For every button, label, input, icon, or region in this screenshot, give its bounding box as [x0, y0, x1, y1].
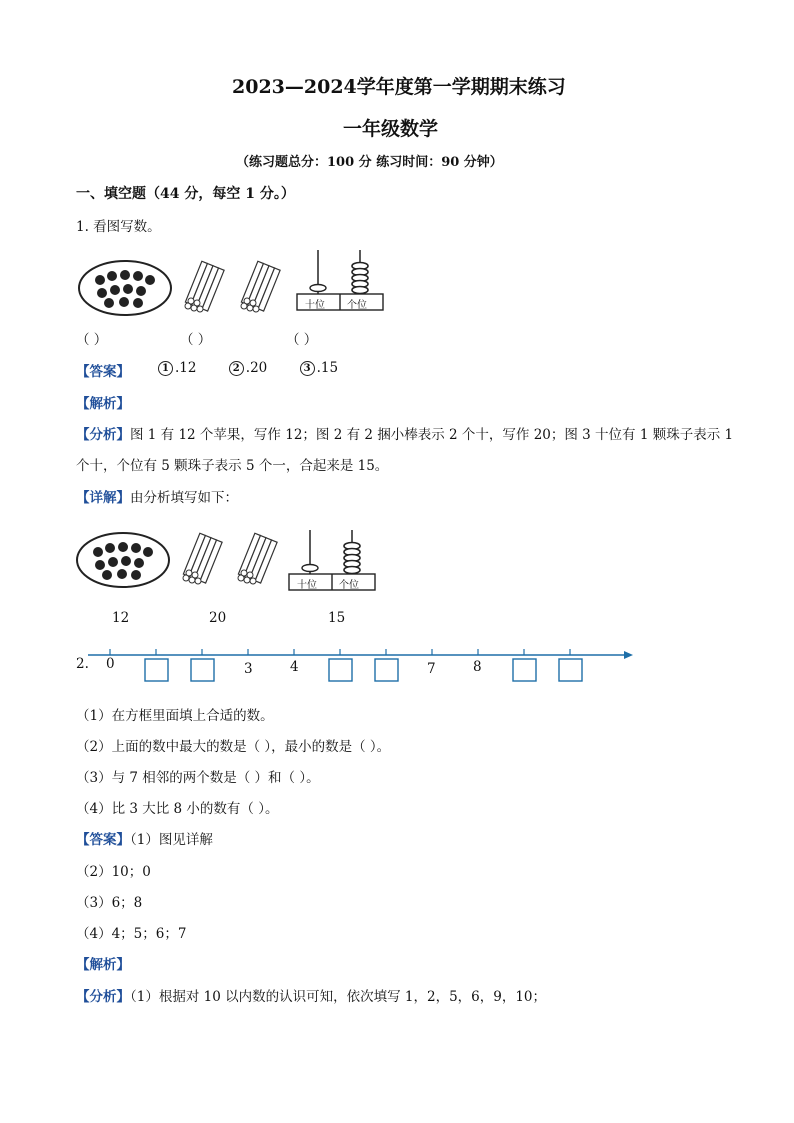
- q2-sub3: （3）与 7 相邻的两个数是（ ）和（ ）。: [76, 770, 320, 786]
- abacus-tens-label: 十位: [305, 300, 325, 311]
- analysis-label: 【解析】: [76, 957, 130, 973]
- q2-sub4: （4）比 3 大比 8 小的数有（ ）。: [76, 801, 279, 817]
- number-line-label: 7: [427, 661, 436, 677]
- q2-ans4: （4）4；5；6；7: [76, 926, 187, 942]
- q1-prompt: 1. 看图写数。: [76, 219, 161, 235]
- number-line-label: 4: [290, 659, 299, 675]
- filled-answer: 20: [209, 610, 227, 626]
- section-heading: 一、填空题（44 分，每空 1 分。）: [76, 186, 295, 202]
- number-box[interactable]: [375, 659, 398, 681]
- q1-answers: 1 .12 2 .20 3 .15: [158, 360, 366, 376]
- number-line-label: 0: [106, 656, 115, 672]
- number-box[interactable]: [513, 659, 536, 681]
- number-box[interactable]: [191, 659, 214, 681]
- stick-bundle-image: [180, 262, 228, 314]
- q2-sub2: （2）上面的数中最大的数是（ ），最小的数是（ ）。: [76, 739, 391, 755]
- q2-ans2: （2）10；0: [76, 864, 151, 880]
- stick-bundle-image: [178, 534, 226, 586]
- answer-blank[interactable]: （ ）: [76, 332, 108, 348]
- stick-bundle-image: [233, 534, 281, 586]
- number-line: [88, 645, 633, 690]
- q2-ans3: （3）6；8: [76, 895, 143, 911]
- q2-fenxi: 【分析】（1）根据对 10 以内数的认识可知，依次填写 1，2，5，6，9，10；: [76, 989, 547, 1005]
- q1-fenxi-line2: 个十，个位有 5 颗珠子表示 5 个一，合起来是 15。: [76, 458, 389, 474]
- number-line-label: 8: [473, 659, 482, 675]
- abacus-ones-label: 个位: [347, 300, 367, 311]
- exam-meta: （练习题总分：100 分 练习时间：90 分钟）: [236, 155, 503, 170]
- number-box[interactable]: [145, 659, 168, 681]
- q2-number: 2.: [76, 656, 89, 672]
- filled-answer: 15: [328, 610, 346, 626]
- answer-blank[interactable]: （ ）: [286, 332, 318, 348]
- circled-number: 2: [229, 361, 244, 376]
- q2-sub1: （1）在方框里面填上合适的数。: [76, 708, 274, 724]
- number-box[interactable]: [329, 659, 352, 681]
- abacus-ones-label: 个位: [339, 580, 359, 591]
- q1-xiangjie: 【详解】由分析填写如下：: [76, 490, 238, 506]
- circled-number: 1: [158, 361, 173, 376]
- answer-blank[interactable]: （ ）: [180, 332, 212, 348]
- number-line-label: 3: [244, 661, 253, 677]
- analysis-label: 【解析】: [76, 396, 130, 412]
- number-box[interactable]: [559, 659, 582, 681]
- stick-bundle-image: [236, 262, 284, 314]
- filled-answer: 12: [112, 610, 130, 626]
- page-subtitle: 一年级数学: [343, 118, 439, 140]
- circled-number: 3: [300, 361, 315, 376]
- abacus-tens-label: 十位: [297, 580, 317, 591]
- q2-answer: 【答案】（1）图见详解: [76, 832, 213, 848]
- answer-label: 【答案】: [76, 364, 130, 380]
- q1-fenxi-line1: 【分析】图 1 有 12 个苹果，写作 12；图 2 有 2 捆小棒表示 2 个十，写作 20；图 3 十位有 1 颗珠子表示 1: [76, 427, 734, 443]
- page-title: 2023—2024学年度第一学期期末练习: [232, 76, 566, 98]
- apple-plate-image: [76, 532, 171, 588]
- apple-plate-image: [78, 260, 173, 316]
